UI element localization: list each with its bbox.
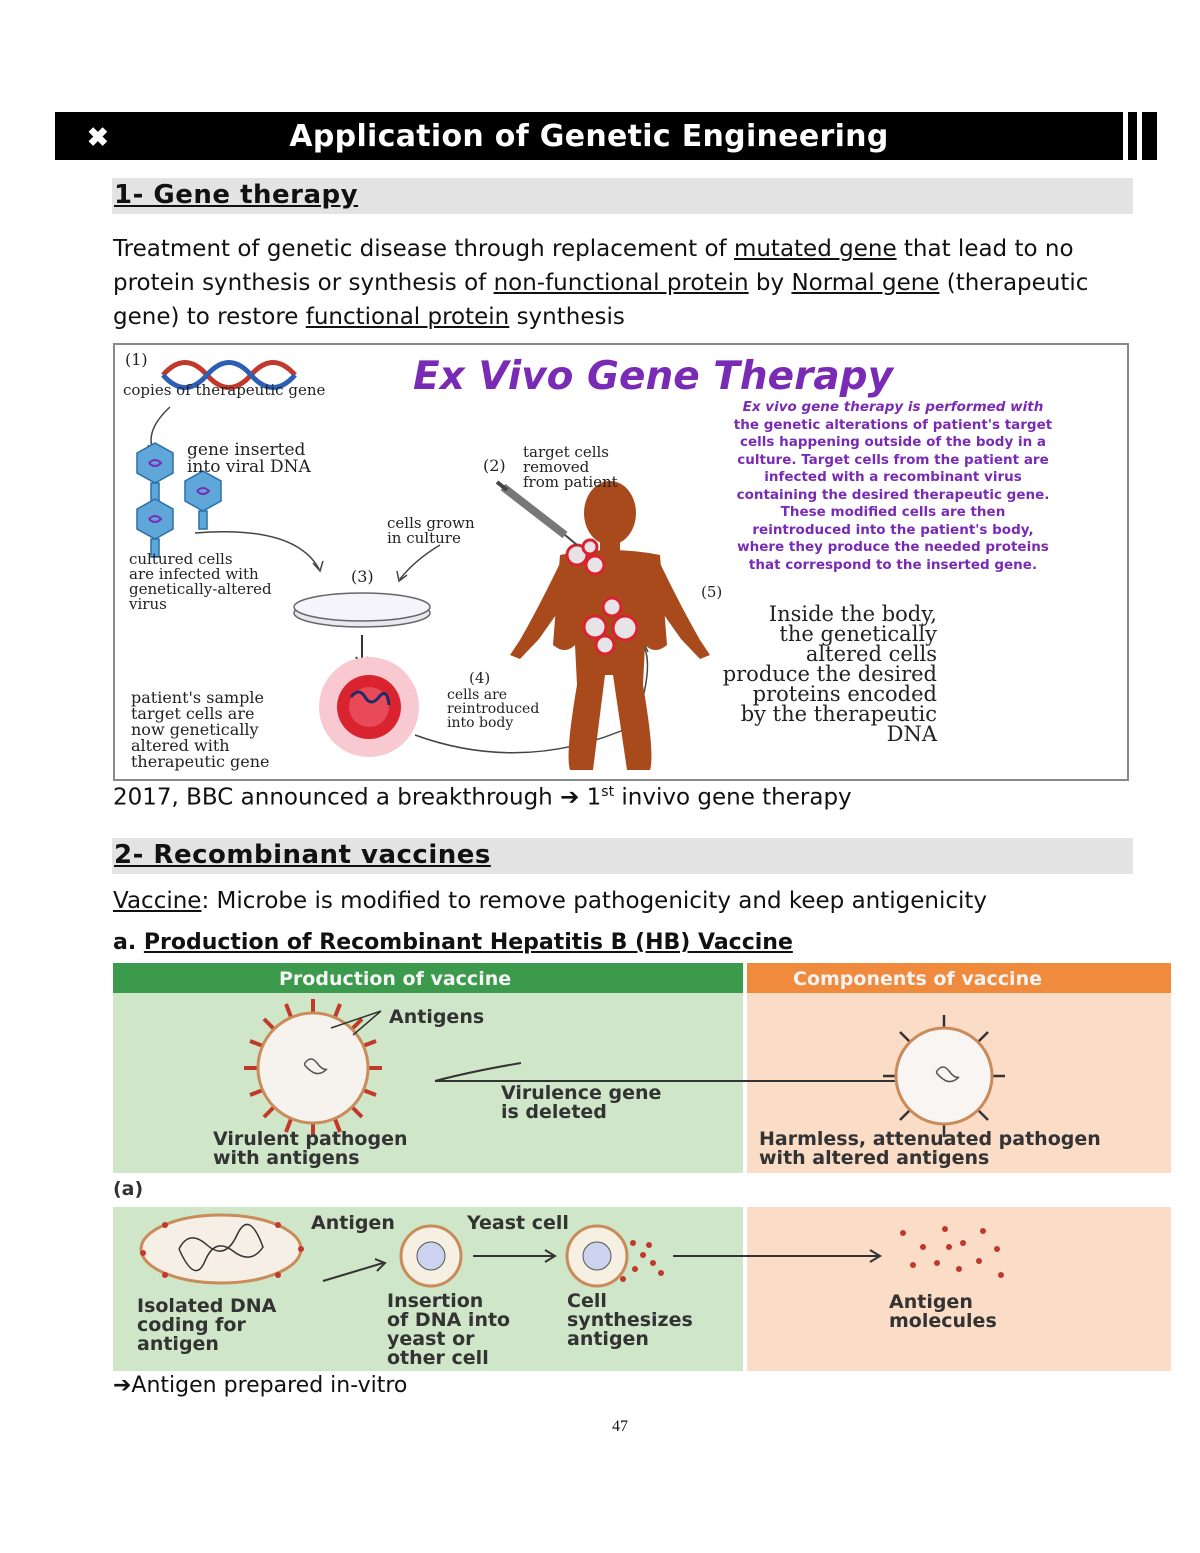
insertion-label: other cell xyxy=(387,1347,489,1369)
yeast-cell-icon xyxy=(401,1226,461,1286)
target-cells-label: removed xyxy=(523,458,590,476)
description-line: that correspond to the inserted gene. xyxy=(748,557,1038,573)
term-non-functional-protein: non-functional protein xyxy=(493,270,749,296)
cultured-cells-label: cultured cells xyxy=(129,550,233,568)
description-line: culture. Target cells from the patient are xyxy=(737,452,1049,468)
antigen-molecules-label: molecules xyxy=(889,1310,997,1332)
term-mutated-gene: mutated gene xyxy=(733,236,897,262)
reintroduced-label: into body xyxy=(447,715,514,731)
chapter-title: Application of Genetic Engineering xyxy=(289,118,889,154)
reintroduced-label: reintroduced xyxy=(447,701,540,717)
description-line: These modified cells are then xyxy=(780,504,1006,520)
figure-title: Ex Vivo Gene Therapy xyxy=(413,354,893,399)
inside-body-label: Inside the body, xyxy=(768,602,937,626)
section-heading-recombinant-vaccines xyxy=(112,838,1133,874)
description-line: infected with a recombinant virus xyxy=(764,469,1022,485)
antigens-label: Antigens xyxy=(389,1006,485,1028)
section-heading-gene-therapy xyxy=(112,178,1133,214)
target-cells-label: from patient xyxy=(523,473,618,491)
step-3-label: (3) xyxy=(351,567,374,586)
cell-synthesizes-label: Cell xyxy=(567,1290,607,1312)
cultured-cells-label: virus xyxy=(129,595,167,613)
patient-sample-label: target cells are xyxy=(131,704,255,723)
human-body-icon xyxy=(510,481,710,770)
harmless-pathogen-label: with altered antigens xyxy=(759,1147,990,1169)
harmless-pathogen-label: Harmless, attenuated pathogen xyxy=(759,1128,1101,1150)
arrow-icon: ➔ xyxy=(560,784,580,811)
section-heading-text: 2- Recombinant vaccines xyxy=(114,840,491,870)
virulent-pathogen-icon xyxy=(244,999,382,1137)
gene-therapy-definition: Treatment of genetic disease through replacement of mutated gene that lead to no protein synthesis or synthesis of non-functional protein by Normal gene (therapeutic gene) to restore functional protein synthesis xyxy=(113,236,1089,330)
chapter-title-bar xyxy=(55,112,1123,160)
patient-sample-label: now genetically xyxy=(131,720,259,739)
isolated-dna-label: antigen xyxy=(137,1333,219,1355)
virulent-pathogen-label: with antigens xyxy=(213,1147,360,1169)
hb-vaccine-diagram xyxy=(113,963,1171,1371)
ex-vivo-gene-therapy-figure xyxy=(113,343,1129,781)
term-normal-gene: Normal gene xyxy=(791,270,940,296)
target-cells-label: target cells xyxy=(523,443,609,461)
cultured-cells-label: genetically-altered xyxy=(129,580,272,598)
isolated-dna-label: Isolated DNA xyxy=(137,1295,277,1317)
inside-body-label: DNA xyxy=(886,722,937,746)
description-line: Ex vivo gene therapy is performed with xyxy=(742,399,1044,415)
syringe-icon xyxy=(497,482,577,545)
copies-label: copies of therapeutic gene xyxy=(123,381,326,399)
insertion-label: yeast or xyxy=(387,1328,475,1350)
antigen-in-vitro-note: ➔Antigen prepared in-vitro xyxy=(113,1373,408,1398)
description-line: containing the desired therapeutic gene. xyxy=(736,487,1050,503)
yeast-cell-label: Yeast cell xyxy=(467,1212,569,1234)
cell-synthesizes-label: synthesizes xyxy=(567,1309,693,1331)
petri-dish-icon xyxy=(294,593,430,627)
page-number: 47 xyxy=(612,1418,628,1435)
inside-body-label: altered cells xyxy=(805,642,937,666)
gene-inserted-label: into viral DNA xyxy=(187,457,311,477)
description-line: the genetic alterations of patient's target xyxy=(733,417,1053,433)
inside-body-label: proteins encoded xyxy=(752,682,937,706)
virulent-pathogen-label: Virulent pathogen xyxy=(213,1128,408,1150)
vaccine-definition: Vaccine: Microbe is modified to remove pathogenicity and keep antigenicity xyxy=(113,888,988,914)
description-line: cells happening outside of the body in a xyxy=(739,434,1047,450)
panel-a-label: (a) xyxy=(113,1178,144,1200)
title-bar-end-stripe xyxy=(1142,112,1157,160)
cells-grown-label: cells grown xyxy=(387,514,475,532)
isolated-dna-icon xyxy=(140,1215,304,1283)
inside-body-label: produce the desired xyxy=(722,662,937,686)
description-line: reintroduced into the patient's body, xyxy=(752,522,1034,538)
patient-sample-label: therapeutic gene xyxy=(131,752,270,771)
inside-body-label: by the therapeutic xyxy=(740,702,937,726)
hb-vaccine-figure xyxy=(113,963,1171,1371)
attenuated-pathogen-icon xyxy=(883,1015,1005,1137)
description-line: where they produce the needed proteins xyxy=(737,539,1049,555)
breakthrough-note: 2017, BBC announced a breakthrough ➔ 1st invivo gene therapy xyxy=(113,784,852,811)
cultured-cells-label: are infected with xyxy=(129,565,259,583)
step-1-label: (1) xyxy=(125,350,148,369)
insertion-label: of DNA into xyxy=(387,1309,511,1331)
step-2-label: (2) xyxy=(483,456,506,475)
modified-cell-icon xyxy=(319,657,419,757)
virulence-gene-label: Virulence gene xyxy=(501,1082,662,1104)
term-vaccine: Vaccine xyxy=(113,888,202,914)
cells-grown-label: in culture xyxy=(387,529,461,547)
gene-inserted-label: gene inserted xyxy=(187,440,306,460)
subheading-hb-vaccine: a. Production of Recombinant Hepatitis B (HB) Vaccine xyxy=(113,930,793,955)
step-4-label: (4) xyxy=(469,669,491,687)
isolated-dna-label: coding for xyxy=(137,1314,246,1336)
components-header: Components of vaccine xyxy=(793,968,1042,990)
reintroduced-label: cells are xyxy=(447,687,508,703)
antigen-label: Antigen xyxy=(311,1212,395,1234)
bullet-icon: ✖ xyxy=(87,122,109,152)
section-heading-text: 1- Gene therapy xyxy=(114,180,359,210)
title-bar-end-stripe xyxy=(1128,112,1137,160)
production-header: Production of vaccine xyxy=(279,968,512,990)
ex-vivo-diagram xyxy=(115,345,1127,779)
antigen-molecules-label: Antigen xyxy=(889,1291,973,1313)
term-functional-protein: functional protein xyxy=(305,304,510,330)
patient-sample-label: patient's sample xyxy=(131,688,264,707)
inside-body-label: the genetically xyxy=(779,622,937,646)
insertion-label: Insertion xyxy=(387,1290,484,1312)
patient-sample-label: altered with xyxy=(131,736,230,755)
cell-synthesizes-label: antigen xyxy=(567,1328,649,1350)
virulence-gene-label: is deleted xyxy=(501,1101,607,1123)
step-5-label: (5) xyxy=(701,583,723,601)
